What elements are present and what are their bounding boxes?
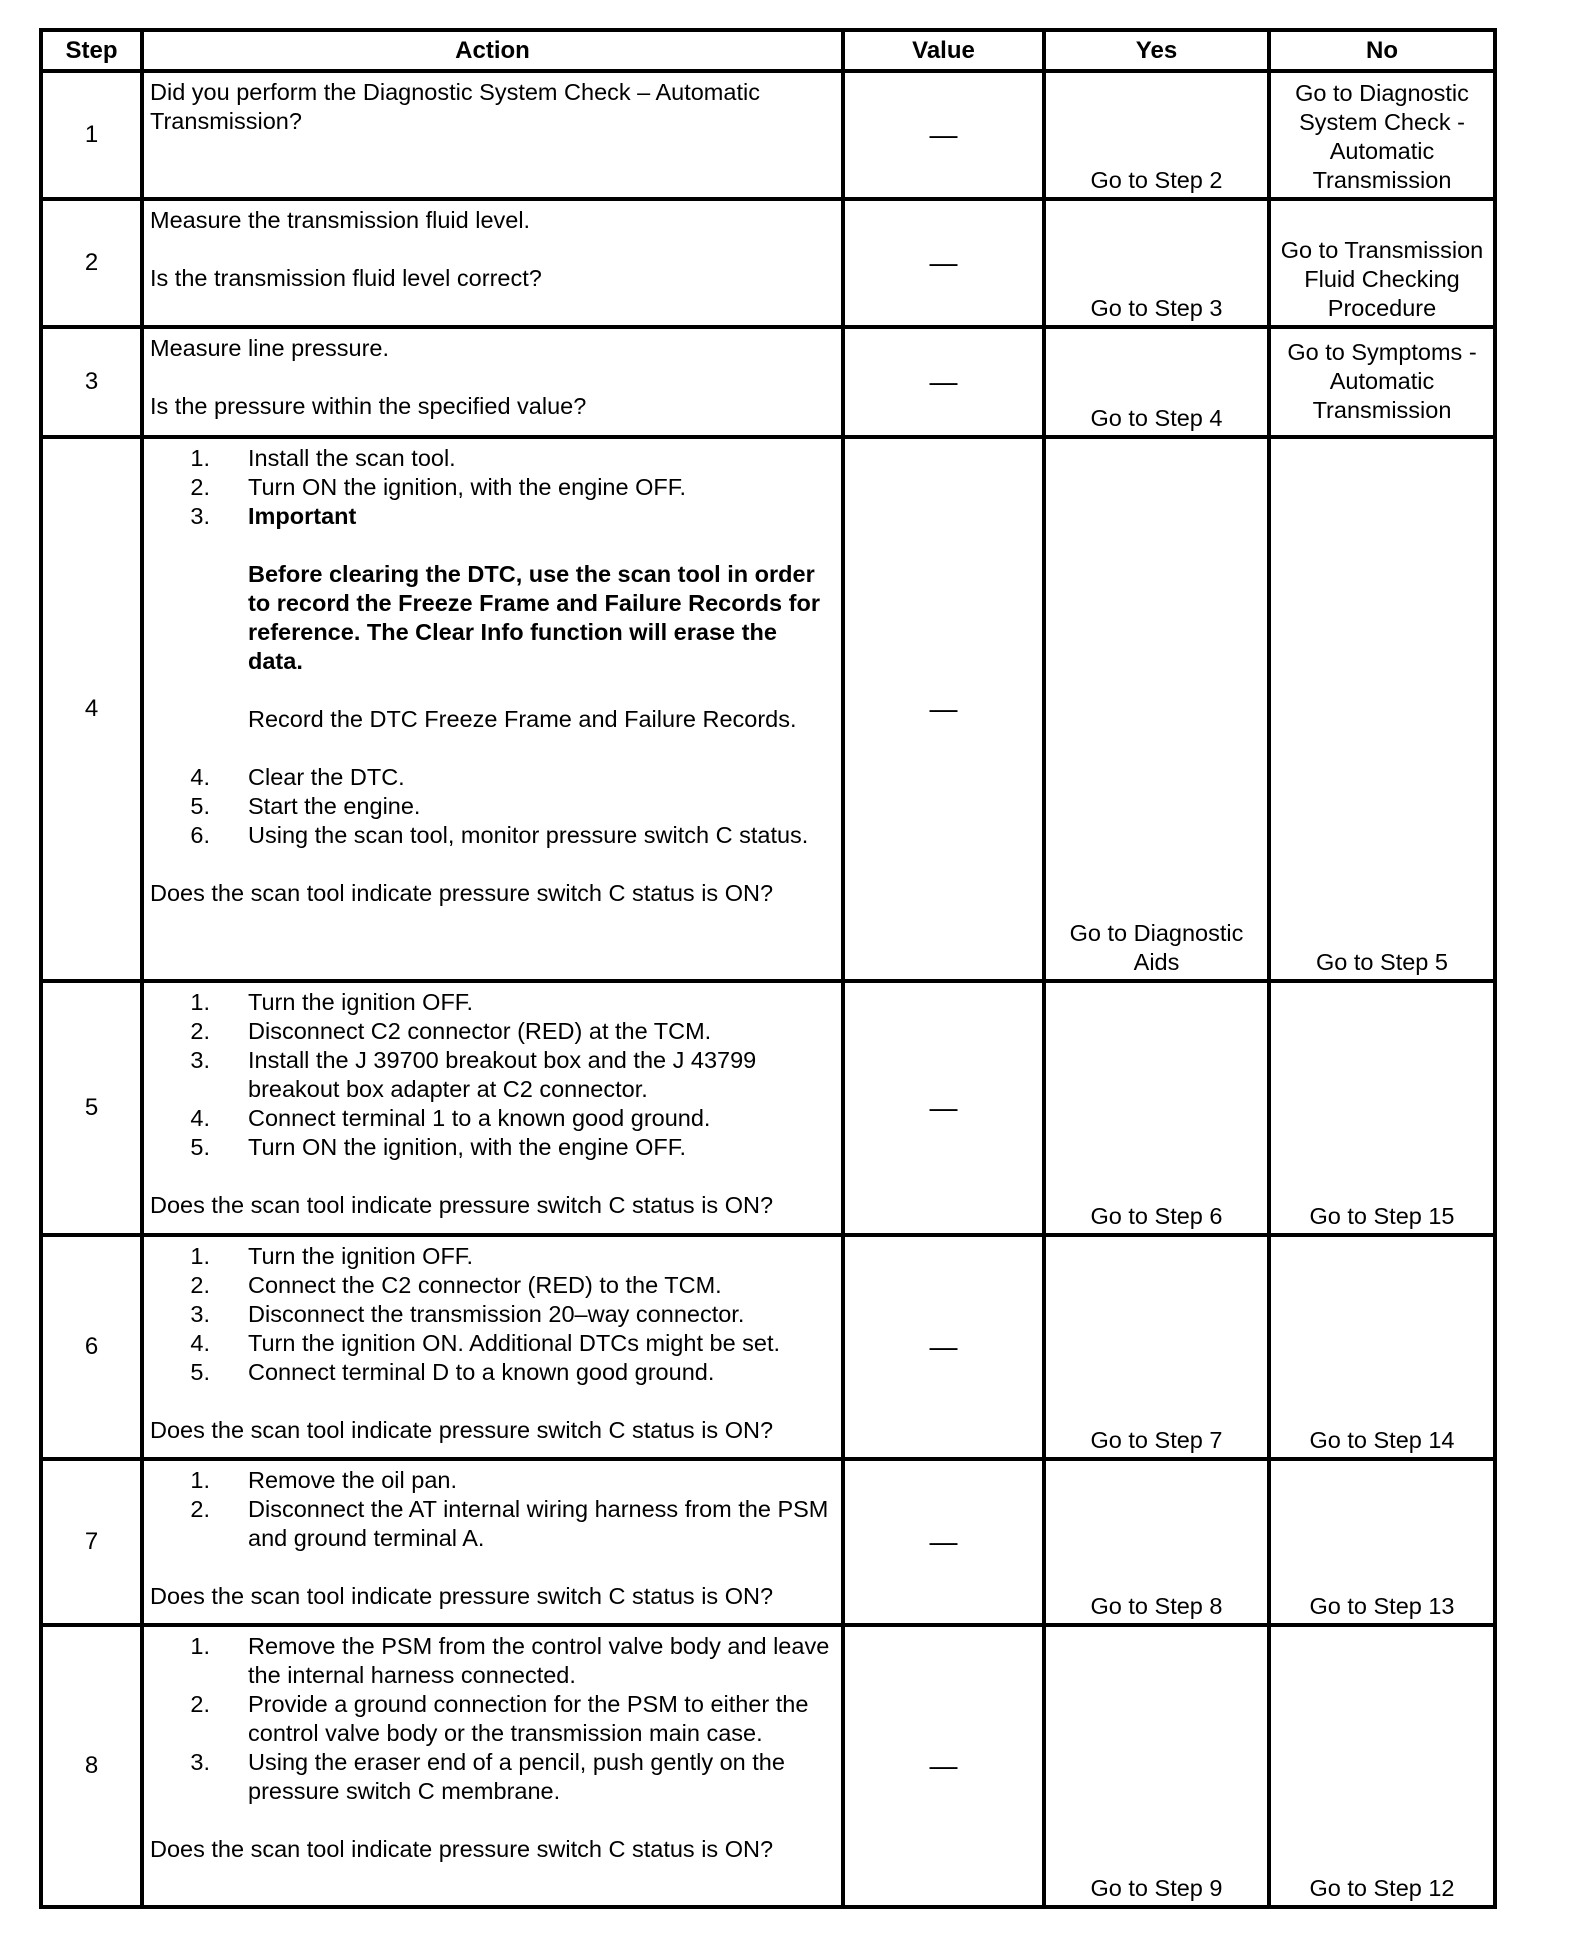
value-cell: —	[843, 1625, 1044, 1907]
step-number: 5	[41, 981, 142, 1235]
diagnostic-table	[39, 28, 1497, 1909]
value-cell: —	[843, 327, 1044, 437]
item-number: 1.	[190, 989, 210, 1015]
item-number: 2.	[190, 1496, 210, 1522]
action-question: Is the pressure within the specified value?	[150, 393, 587, 419]
table-row	[41, 1235, 1495, 1459]
value-cell: —	[843, 1459, 1044, 1625]
action-cell	[142, 1459, 843, 1625]
list-item	[150, 1046, 835, 1104]
value-cell: —	[843, 199, 1044, 327]
item-number: 1.	[190, 1467, 210, 1493]
action-question: Does the scan tool indicate pressure switch C status is ON?	[150, 1836, 774, 1862]
step-number: 6	[41, 1235, 142, 1459]
important-label: Important	[248, 503, 357, 529]
no-cell: Go to Step 12	[1269, 1625, 1495, 1907]
list-item	[150, 1632, 835, 1690]
list-item	[150, 988, 835, 1017]
yes-cell: Go to Step 7	[1044, 1235, 1269, 1459]
yes-cell: Go to Step 3	[1044, 199, 1269, 327]
item-text: Connect terminal D to a known good ground.	[248, 1359, 715, 1385]
list-item	[150, 502, 835, 531]
item-text: Remove the PSM from the control valve body and leave the internal harness connected.	[248, 1633, 830, 1688]
no-cell: Go to Step 15	[1269, 981, 1495, 1235]
item-number: 1.	[190, 445, 210, 471]
header-step: Step	[41, 30, 142, 71]
action-cell	[142, 1235, 843, 1459]
item-text: Turn ON the ignition, with the engine OFF.	[248, 474, 687, 500]
step-number: 2	[41, 199, 142, 327]
action-cell	[142, 71, 843, 199]
item-number: 3.	[190, 1047, 210, 1073]
action-question: Does the scan tool indicate pressure switch C status is ON?	[150, 1417, 774, 1443]
action-text: Measure the transmission fluid level.	[150, 207, 531, 233]
list-item	[150, 1748, 835, 1806]
action-question: Does the scan tool indicate pressure switch C status is ON?	[150, 1192, 774, 1218]
item-number: 2.	[190, 1691, 210, 1717]
item-text: Start the engine.	[248, 793, 421, 819]
item-number: 4.	[190, 764, 210, 790]
yes-cell: Go to Step 9	[1044, 1625, 1269, 1907]
list-item	[150, 1358, 835, 1387]
action-cell	[142, 199, 843, 327]
list-item	[150, 1271, 835, 1300]
header-value: Value	[843, 30, 1044, 71]
item-number: 2.	[190, 1018, 210, 1044]
list-item	[150, 473, 835, 502]
item-number: 2.	[190, 1272, 210, 1298]
table-row	[41, 1625, 1495, 1907]
header-action: Action	[142, 30, 843, 71]
yes-cell: Go to Diagnostic Aids	[1044, 437, 1269, 981]
item-number: 4.	[190, 1330, 210, 1356]
list-item	[150, 1466, 835, 1495]
item-text: Install the scan tool.	[248, 445, 456, 471]
item-text: Turn ON the ignition, with the engine OFF.	[248, 1134, 687, 1160]
no-cell: Go to Diagnostic System Check - Automatic Transmission	[1269, 71, 1495, 199]
step-number: 7	[41, 1459, 142, 1625]
table-row	[41, 1459, 1495, 1625]
action-question: Does the scan tool indicate pressure switch C status is ON?	[150, 1583, 774, 1609]
item-number: 6.	[190, 822, 210, 848]
value-cell: —	[843, 981, 1044, 1235]
list-item	[150, 1329, 835, 1358]
item-text: Connect the C2 connector (RED) to the TCM.	[248, 1272, 722, 1298]
item-text: Clear the DTC.	[248, 764, 405, 790]
item-number: 5.	[190, 793, 210, 819]
item-number: 5.	[190, 1134, 210, 1160]
list-item	[150, 821, 835, 850]
table-row	[41, 981, 1495, 1235]
action-question: Is the transmission fluid level correct?	[150, 265, 542, 291]
item-number: 1.	[190, 1633, 210, 1659]
item-text: Using the scan tool, monitor pressure switch C status.	[248, 822, 809, 848]
item-number: 5.	[190, 1359, 210, 1385]
action-cell	[142, 1625, 843, 1907]
item-text: Turn the ignition OFF.	[248, 1243, 474, 1269]
list-item	[150, 444, 835, 473]
list-item	[150, 1133, 835, 1162]
list-item	[150, 1690, 835, 1748]
header-no: No	[1269, 30, 1495, 71]
no-cell: Go to Step 5	[1269, 437, 1495, 981]
item-number: 3.	[190, 503, 210, 529]
table-row	[41, 327, 1495, 437]
header-row	[41, 30, 1495, 71]
item-number: 3.	[190, 1301, 210, 1327]
item-text: Disconnect the AT internal wiring harness from the PSM and ground terminal A.	[248, 1496, 829, 1551]
table-row	[41, 199, 1495, 327]
item-text: Using the eraser end of a pencil, push gently on the pressure switch C membrane.	[248, 1749, 785, 1804]
item-text: Remove the oil pan.	[248, 1467, 458, 1493]
list-item	[150, 1300, 835, 1329]
item-number: 3.	[190, 1749, 210, 1775]
yes-cell: Go to Step 6	[1044, 981, 1269, 1235]
item-text: Turn the ignition OFF.	[248, 989, 474, 1015]
list-item	[150, 1242, 835, 1271]
item-text: Turn the ignition ON. Additional DTCs might be set.	[248, 1330, 781, 1356]
item-text: Connect terminal 1 to a known good ground.	[248, 1105, 711, 1131]
item-text: Disconnect the transmission 20–way connector.	[248, 1301, 745, 1327]
value-cell: —	[843, 1235, 1044, 1459]
yes-cell: Go to Step 8	[1044, 1459, 1269, 1625]
step-number: 4	[41, 437, 142, 981]
no-cell: Go to Transmission Fluid Checking Procedure	[1269, 199, 1495, 327]
item-text: Provide a ground connection for the PSM to either the control valve body or the transmission main case.	[248, 1691, 809, 1746]
table-row	[41, 437, 1495, 981]
step-number: 1	[41, 71, 142, 199]
value-cell: —	[843, 71, 1044, 199]
value-cell: —	[843, 437, 1044, 981]
list-item	[150, 1104, 835, 1133]
step-number: 8	[41, 1625, 142, 1907]
item-number: 1.	[190, 1243, 210, 1269]
item-text: Disconnect C2 connector (RED) at the TCM.	[248, 1018, 712, 1044]
record-instruction: Record the DTC Freeze Frame and Failure Records.	[248, 706, 797, 732]
list-item	[150, 792, 835, 821]
item-text: Install the J 39700 breakout box and the J 43799 breakout box adapter at C2 connector.	[248, 1047, 757, 1102]
important-note: Before clearing the DTC, use the scan tool in order to record the Freeze Frame and Failure Records for reference. The Clear Info function will erase the data.	[248, 561, 820, 674]
list-item	[150, 763, 835, 792]
action-text: Did you perform the Diagnostic System Check – Automatic Transmission?	[150, 79, 760, 134]
no-cell: Go to Step 14	[1269, 1235, 1495, 1459]
yes-cell: Go to Step 4	[1044, 327, 1269, 437]
action-cell	[142, 437, 843, 981]
list-item	[150, 1495, 835, 1553]
action-cell	[142, 981, 843, 1235]
item-number: 4.	[190, 1105, 210, 1131]
action-question: Does the scan tool indicate pressure switch C status is ON?	[150, 880, 774, 906]
no-cell: Go to Step 13	[1269, 1459, 1495, 1625]
yes-cell: Go to Step 2	[1044, 71, 1269, 199]
item-number: 2.	[190, 474, 210, 500]
no-cell: Go to Symptoms - Automatic Transmission	[1269, 327, 1495, 437]
table-row	[41, 71, 1495, 199]
header-yes: Yes	[1044, 30, 1269, 71]
action-text: Measure line pressure.	[150, 335, 390, 361]
action-cell	[142, 327, 843, 437]
list-item	[150, 1017, 835, 1046]
step-number: 3	[41, 327, 142, 437]
